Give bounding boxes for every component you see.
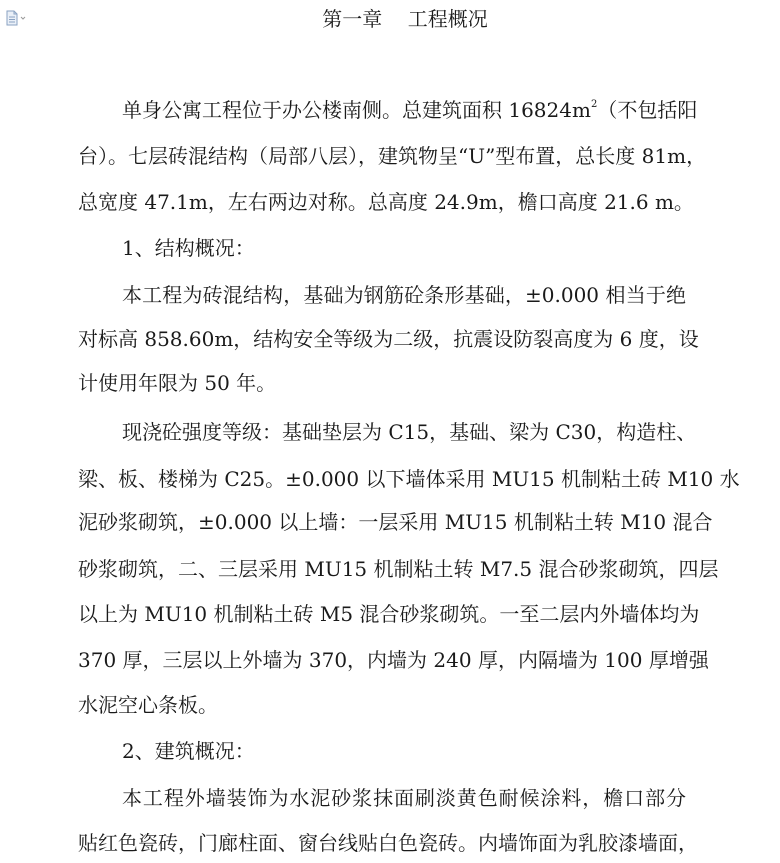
paragraph-line: 泥砂浆砌筑，±0.000 以上墙：一层采用 MU15 机制粘土转 M10 混合 bbox=[78, 510, 713, 534]
chapter-title: 第一章 工程概况 bbox=[322, 7, 488, 31]
paragraph-line: 台）。七层砖混结构（局部八层），建筑物呈“U”型布置，总长度 81m， bbox=[78, 144, 707, 168]
paragraph-line: 本工程为砖混结构，基础为钢筋砼条形基础，±0.000 相当于绝 bbox=[122, 283, 686, 307]
paragraph-line: 单身公寓工程位于办公楼南侧。总建筑面积 $16824m^2$（不包括阳 bbox=[122, 98, 698, 122]
section-heading: 2、建筑概况： bbox=[122, 739, 255, 763]
section-heading: 1、结构概况： bbox=[122, 236, 255, 260]
paragraph-line: 总宽度 47.1m，左右两边对称。总高度 24.9m，檐口高度 21.6 m。 bbox=[78, 190, 694, 214]
paragraph-line: 本工程外墙装饰为水泥砂浆抹面刷淡黄色耐候涂料，檐口部分 bbox=[122, 786, 686, 810]
paragraph-line: 计使用年限为 50 年。 bbox=[78, 371, 277, 395]
paragraph-line: 水泥空心条板。 bbox=[78, 693, 218, 717]
paragraph-line: 贴红色瓷砖，门廊柱面、窗台线贴白色瓷砖。内墙饰面为乳胶漆墙面， bbox=[78, 831, 698, 855]
paragraph-line: 现浇砼强度等级：基础垫层为 C15，基础、梁为 C30，构造柱、 bbox=[122, 420, 697, 444]
paragraph-line: 370 厚，三层以上外墙为 370，内墙为 240 厚，内隔墙为 100 厚增强 bbox=[78, 648, 709, 672]
paragraph-line: 对标高 858.60m，结构安全等级为二级，抗震设防裂高度为 6 度，设 bbox=[78, 327, 699, 351]
paragraph-line: 以上为 MU10 机制粘土砖 M5 混合砂浆砌筑。一至二层内外墙体均为 bbox=[78, 602, 700, 626]
paragraph-line: 砂浆砌筑，二、三层采用 MU15 机制粘土转 M7.5 混合砂浆砌筑，四层 bbox=[78, 557, 719, 581]
paragraph-line: 梁、板、楼梯为 C25。±0.000 以下墙体采用 MU15 机制粘土砖 M10 水 bbox=[78, 467, 740, 491]
